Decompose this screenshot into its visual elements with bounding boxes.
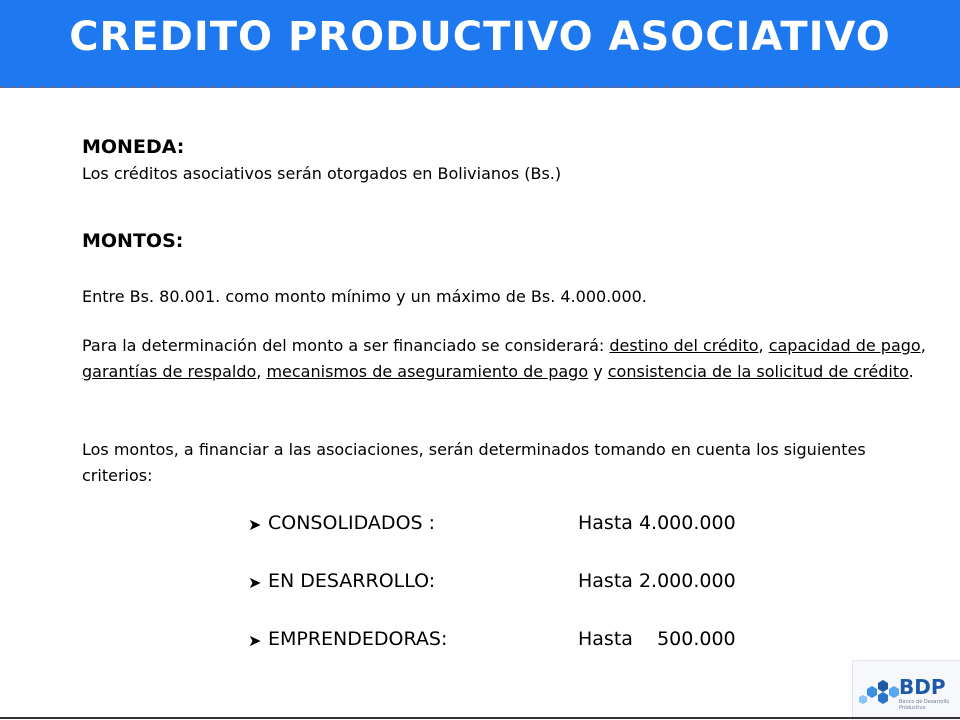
criteria-label: EN DESARROLLO: [268, 570, 436, 592]
moneda-heading: MONEDA: [82, 136, 185, 158]
criteria-intro: Los montos, a financiar a las asociaciones, serán determinados tomando en cuenta los siguientes criterios: [82, 440, 866, 485]
bdp-hexagon-logo-icon [857, 671, 901, 711]
criteria-label: CONSOLIDADOS : [268, 512, 436, 534]
factor-capacidad: capacidad de pago [768, 336, 921, 355]
logo-subtitle: Banco de Desarrollo Productivo [899, 699, 950, 711]
factor-mecanismos: mecanismos de aseguramiento de pago [266, 362, 589, 381]
factor-destino: destino del crédito [609, 336, 759, 355]
montos-range-text: Entre Bs. 80.001. como monto mínimo y un máximo de Bs. 4.000.000. [82, 287, 647, 306]
montos-heading: MONTOS: [82, 230, 184, 252]
criteria-value: Hasta 4.000.000 [578, 512, 736, 534]
criteria-value: Hasta 2.000.000 [578, 570, 736, 592]
paragraph-end: . [908, 362, 914, 381]
criteria-value: Hasta 500.000 [578, 628, 736, 650]
separator: , [758, 336, 769, 355]
determination-intro: Para la determinación del monto a ser financiado se considerará: [82, 336, 610, 355]
factor-garantias: garantías de respaldo [82, 362, 257, 381]
factor-consistencia: consistencia de la solicitud de crédito [607, 362, 909, 381]
arrowhead-bullet-icon: ➤ [248, 515, 262, 534]
page-title: CREDITO PRODUCTIVO ASOCIATIVO [69, 14, 891, 60]
criteria-item-en-desarrollo [248, 570, 808, 600]
arrowhead-bullet-icon: ➤ [248, 573, 262, 592]
separator: , [256, 362, 267, 381]
arrowhead-bullet-icon: ➤ [248, 631, 262, 650]
determination-paragraph [82, 333, 932, 385]
criteria-item-emprendedoras [248, 628, 808, 658]
logo-text: BDP [899, 675, 946, 699]
moneda-text: Los créditos asociativos serán otorgados en Bolivianos (Bs.) [82, 164, 562, 183]
bdp-logo [852, 660, 960, 720]
bottom-divider [0, 717, 960, 719]
criteria-label: EMPRENDEDORAS: [268, 628, 448, 650]
separator: , [920, 336, 926, 355]
title-banner [0, 0, 960, 88]
separator: y [588, 362, 608, 381]
criteria-item-consolidados [248, 512, 808, 542]
